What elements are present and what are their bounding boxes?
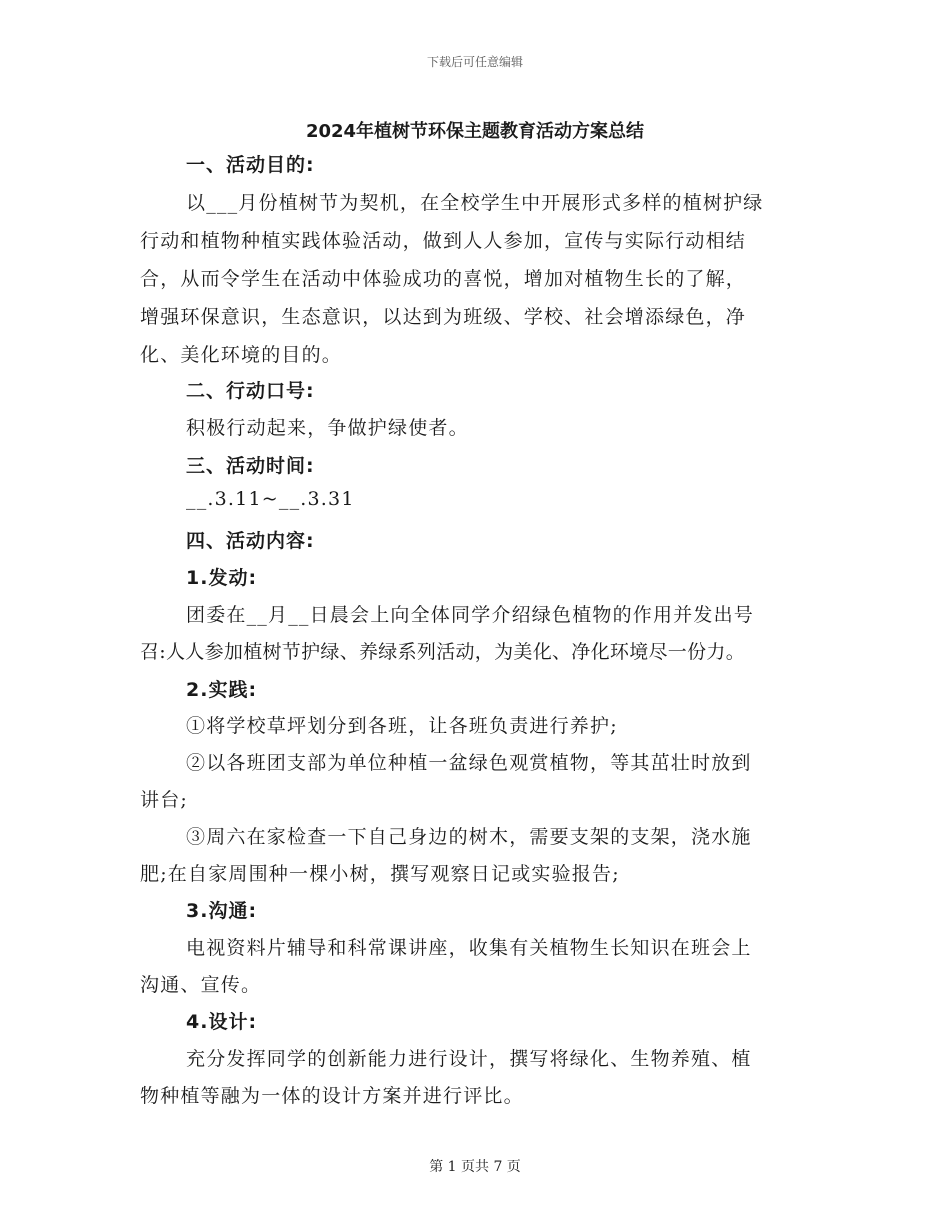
paragraph-line: ②以各班团支部为单位种植一盆绿色观赏植物，等其茁壮时放到 [186,752,752,774]
subheading-mobilize: 1.发动: [186,567,258,589]
paragraph-line: 肥;在自家周围种一棵小树，撰写观察日记或实验报告; [140,863,620,885]
paragraph-line: 团委在__月__日晨会上向全体同学介绍绿色植物的作用并发出号 [186,604,755,626]
subheading-practice: 2.实践: [186,679,258,701]
paragraph-line: 电视资料片辅导和科常课讲座，收集有关植物生长知识在班会上 [186,937,752,959]
paragraph-line: 以___月份植树节为契机，在全校学生中开展形式多样的植树护绿 [186,192,764,214]
paragraph-line: 召:人人参加植树节护绿、养绿系列活动，为美化、净化环境尽一份力。 [140,641,746,663]
paragraph-line: 化、美化环境的目的。 [140,344,343,366]
section-heading-content: 四、活动内容: [186,530,315,552]
document-title: 2024年植树节环保主题教育活动方案总结 [305,121,645,142]
paragraph-line: 物种植等融为一体的设计方案并进行评比。 [140,1085,524,1107]
paragraph-line: 沟通、宣传。 [140,974,262,996]
paragraph-line: __.3.11~__.3.31 [186,488,355,510]
paragraph-line: ③周六在家检查一下自己身边的树木，需要支架的支架，浇水施 [186,826,752,848]
subheading-design: 4.设计: [186,1011,258,1033]
paragraph-line: 合，从而令学生在活动中体验成功的喜悦，增加对植物生长的了解， [140,268,747,290]
page-footer: 第 1 页共 7 页 [429,1159,521,1175]
paragraph-line: 充分发挥同学的创新能力进行设计，撰写将绿化、生物养殖、植 [186,1048,752,1070]
paragraph-line: ①将学校草坪划分到各班，让各班负责进行养护; [186,715,618,737]
paragraph-line: 积极行动起来，争做护绿使者。 [186,417,469,439]
page-header: 下载后可任意编辑 [426,55,523,69]
section-heading-slogan: 二、行动口号: [186,380,315,402]
paragraph-line: 行动和植物种植实践体验活动，做到人人参加，宣传与实际行动相结 [140,230,747,252]
paragraph-line: 增强环保意识，生态意识，以达到为班级、学校、社会增添绿色，净 [140,306,747,328]
section-heading-purpose: 一、活动目的: [186,154,315,176]
subheading-communicate: 3.沟通: [186,900,258,922]
paragraph-line: 讲台; [140,789,189,811]
section-heading-time: 三、活动时间: [186,455,315,477]
